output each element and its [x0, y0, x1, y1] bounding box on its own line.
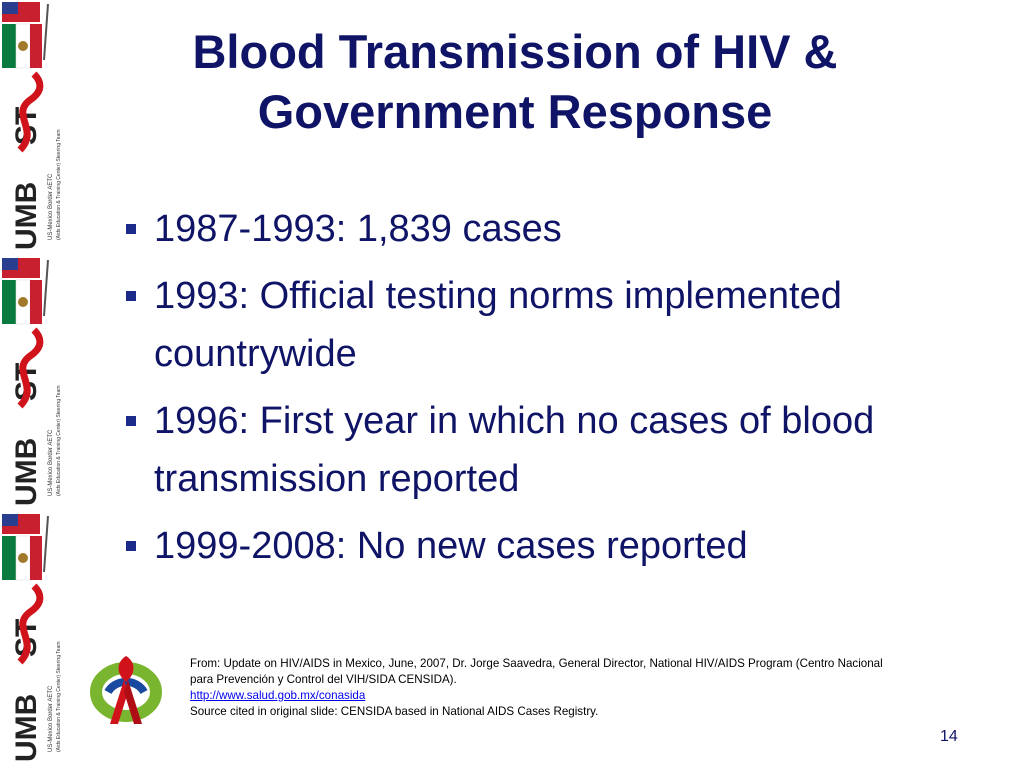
svg-text:(Aids Education & Training Cen: (Aids Education & Training Center) Steering Team — [56, 385, 62, 496]
umb-st-logo — [0, 0, 68, 256]
citation-source-text: Source cited in original slide: CENSIDA based in National AIDS Cases Registry. — [190, 705, 599, 718]
slide-title-line-2: Government Response — [257, 85, 773, 138]
slide-title-line-1: Blood Transmission of HIV & — [192, 25, 838, 78]
svg-text:US-Mexico Border AETC: US-Mexico Border AETC — [48, 685, 54, 752]
censida-link[interactable]: http://www.salud.gob.mx/conasida — [190, 689, 366, 702]
bullet-text: 1987-1993: 1,839 cases — [154, 208, 562, 250]
svg-text:UMB: UMB — [10, 181, 43, 250]
bullet-item — [120, 200, 940, 258]
source-citation — [190, 656, 890, 720]
citation-text: From: Update on HIV/AIDS in Mexico, June, 2007, Dr. Jorge Saavedra, General Director, National HIV/AIDS Program (Centro Nacional para Prevención y Control del VIH/SIDA CENSIDA). — [190, 657, 883, 686]
side-logo-strip — [0, 0, 68, 768]
svg-text:ST: ST — [10, 618, 43, 657]
svg-text:ST: ST — [10, 106, 43, 145]
bullet-text: 1996: First year in which no cases of blood transmission reported — [154, 400, 875, 500]
svg-text:UMB: UMB — [10, 437, 43, 506]
square-bullet-icon — [126, 416, 136, 426]
umb-st-logo — [0, 256, 68, 512]
red-ribbon-logo — [88, 652, 164, 728]
bullet-item — [120, 267, 940, 383]
square-bullet-icon — [126, 541, 136, 551]
slide-title — [100, 22, 930, 142]
svg-text:US-Mexico Border AETC: US-Mexico Border AETC — [48, 173, 54, 240]
svg-text:(Aids Education & Training Cen: (Aids Education & Training Center) Steering Team — [56, 641, 62, 752]
umb-st-logo — [0, 512, 68, 768]
page-number: 14 — [940, 728, 958, 745]
square-bullet-icon — [126, 224, 136, 234]
svg-text:ST: ST — [10, 362, 43, 401]
svg-text:(Aids Education & Training Cen: (Aids Education & Training Center) Steering Team — [56, 129, 62, 240]
svg-text:UMB: UMB — [10, 693, 43, 762]
square-bullet-icon — [126, 291, 136, 301]
bullet-item — [120, 392, 940, 508]
svg-text:US-Mexico Border AETC: US-Mexico Border AETC — [48, 429, 54, 496]
bullet-item — [120, 517, 940, 575]
bullet-text: 1999-2008: No new cases reported — [154, 525, 748, 567]
bullet-text: 1993: Official testing norms implemented countrywide — [154, 275, 842, 375]
bullet-list — [120, 200, 940, 584]
